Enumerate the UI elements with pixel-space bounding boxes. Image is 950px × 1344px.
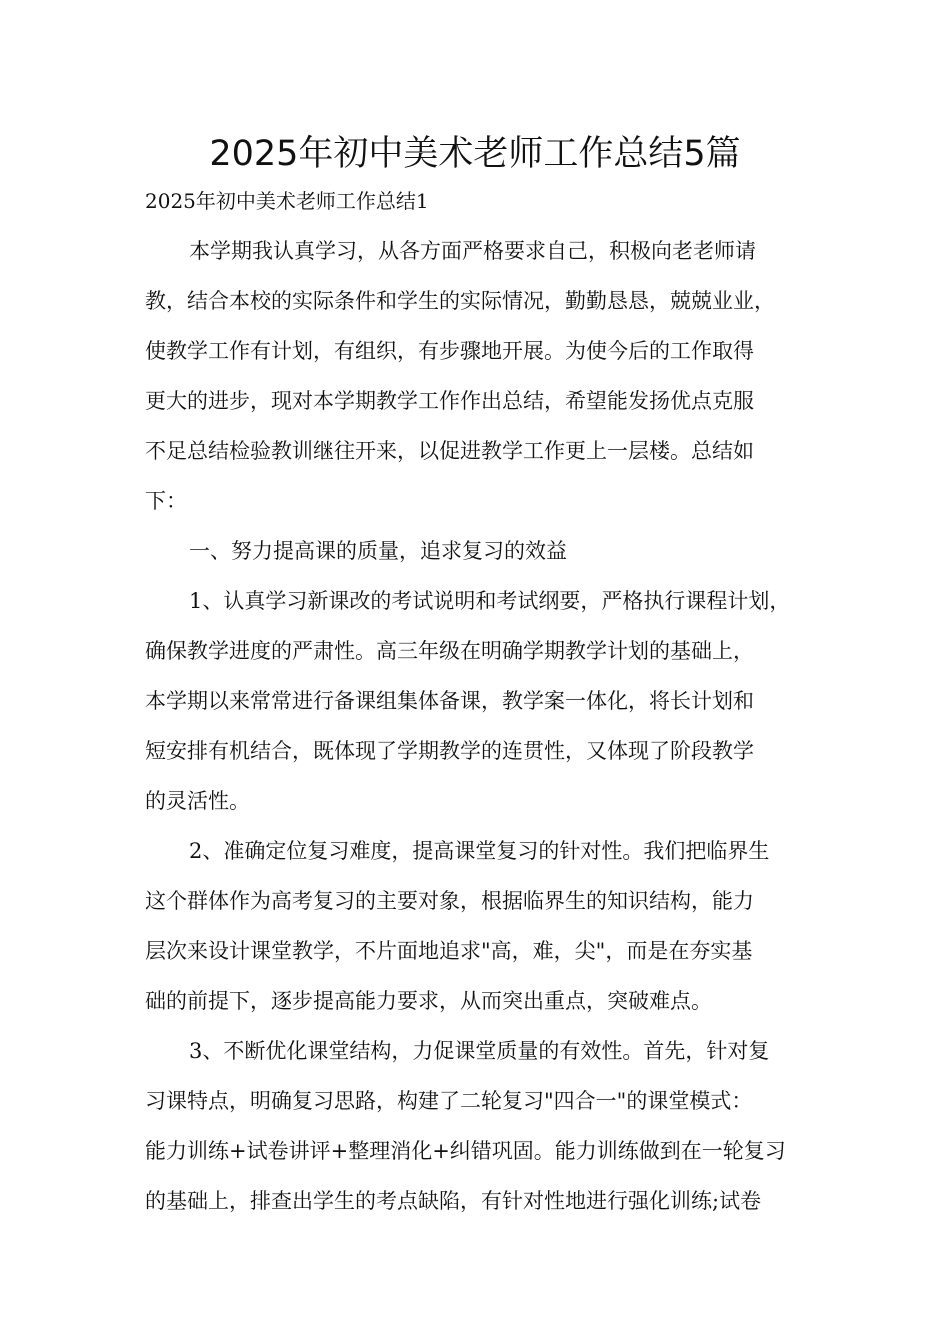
text-line: 一、努力提高课的质量，追求复习的效益 [189, 539, 567, 563]
text-line: 能力训练+试卷讲评+整理消化+纠错巩固。能力训练做到在一轮复习 [145, 1139, 786, 1163]
text-line: 层次来设计课堂教学，不片面地追求"高，难，尖"，而是在夯实基 [145, 939, 753, 963]
text-line: 3、不断优化课堂结构，力促课堂质量的有效性。首先，针对复 [189, 1039, 770, 1063]
document-title: 2025年初中美术老师工作总结5篇 [209, 134, 741, 174]
text-line: 下： [145, 489, 187, 513]
text-line: 短安排有机结合，既体现了学期教学的连贯性，又体现了阶段教学 [145, 739, 754, 763]
text-line: 不足总结检验教训继往开来，以促进教学工作更上一层楼。总结如 [145, 439, 754, 463]
text-line: 使教学工作有计划，有组织，有步骤地开展。为使今后的工作取得 [145, 339, 754, 363]
body-text [145, 226, 835, 1226]
text-line: 确保教学进度的严肃性。高三年级在明确学期教学计划的基础上， [145, 639, 754, 663]
text-line: 的基础上，排查出学生的考点缺陷，有针对性地进行强化训练;试卷 [145, 1189, 762, 1213]
text-line: 的灵活性。 [145, 789, 250, 813]
section-subtitle: 2025年初中美术老师工作总结1 [145, 189, 429, 213]
text-line: 更大的进步，现对本学期教学工作作出总结，希望能发扬优点克服 [145, 389, 754, 413]
text-line: 2、准确定位复习难度，提高课堂复习的针对性。我们把临界生 [189, 839, 770, 863]
text-line: 教，结合本校的实际条件和学生的实际情况，勤勤恳恳，兢兢业业， [145, 289, 775, 313]
text-line: 1、认真学习新课改的考试说明和考试纲要，严格执行课程计划， [189, 589, 791, 613]
text-line: 习课特点，明确复习思路，构建了二轮复习"四合一"的课堂模式： [145, 1089, 753, 1113]
text-line: 本学期以来常常进行备课组集体备课，教学案一体化，将长计划和 [145, 689, 754, 713]
text-line: 础的前提下，逐步提高能力要求，从而突出重点，突破难点。 [145, 989, 712, 1013]
text-line: 本学期我认真学习，从各方面严格要求自己，积极向老老师请 [189, 239, 756, 263]
text-line: 这个群体作为高考复习的主要对象，根据临界生的知识结构，能力 [145, 889, 754, 913]
